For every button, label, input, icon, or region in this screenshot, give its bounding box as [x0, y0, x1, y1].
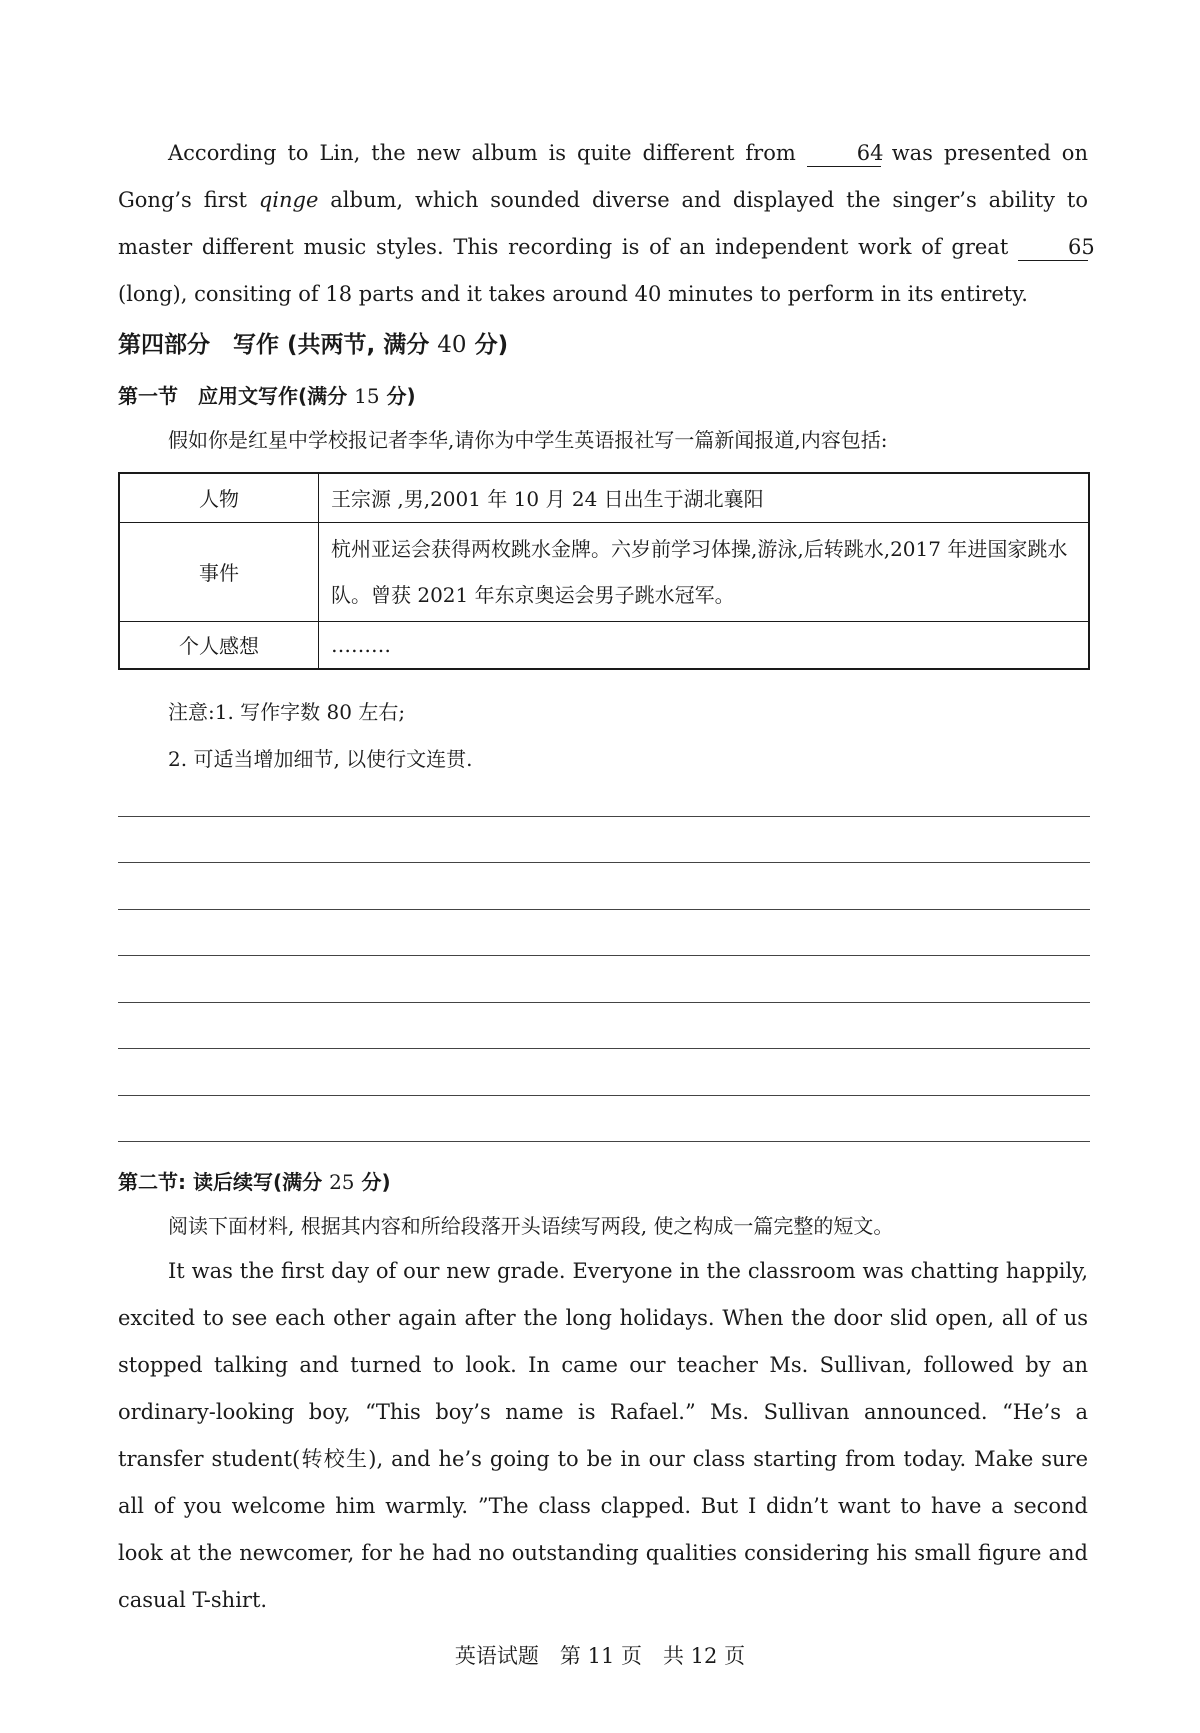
blank-64[interactable]: 64: [807, 140, 881, 167]
part4-heading: 第四部分 写作 (共两节, 满分 40 分): [118, 332, 509, 358]
story-paragraph: It was the first day of our new grade. Everyone in the classroom was chatting happily, excited to see each other again after the long holidays. When the door slid open, all of us stopped talking and turned to look. In came our teacher Ms. Sullivan, followed by an ordinary-looking boy, “This boy’s name is Rafael.” Ms. Sullivan announced. “He’s a transfer student(转校生), and he’s going to be in our class starting from today. Make sure all of you welcome him warmly. ”The class clapped. But I didn’t want to have a second look at the newcomer, for he had no outstanding qualities considering his small figure and casual T-shirt.: [118, 1259, 1088, 1612]
row-content-person: 王宗源 ,男,2001 年 10 月 24 日出生于湖北襄阳: [319, 473, 1090, 522]
row-label-person: 人物: [119, 473, 319, 522]
section1-instruction: 假如你是红星中学校报记者李华,请你为中学生英语报社写一篇新闻报道,内容包括:: [168, 428, 888, 452]
writing-line[interactable]: [118, 816, 1090, 817]
note-2: 2. 可适当增加细节, 以使行文连贯.: [168, 747, 473, 771]
reading-text: album, which sounded diverse and displayed the singer’s ability to master different music styles. This recording is of an independent work of great: [118, 188, 1088, 259]
row-label-event: 事件: [119, 522, 319, 621]
section2-heading: 第二节: 读后续写(满分 25 分): [118, 1170, 391, 1194]
writing-line[interactable]: [118, 955, 1090, 956]
writing-line[interactable]: [118, 1002, 1090, 1003]
table-row: [119, 621, 1089, 669]
note-1: 注意:1. 写作字数 80 左右;: [168, 700, 406, 724]
reading-text: (long), consiting of 18 parts and it takes around 40 minutes to perform in its entirety.: [118, 282, 1028, 306]
table-row: [119, 473, 1089, 522]
reading-paragraph: [118, 130, 1095, 318]
row-content-event: 杭州亚运会获得两枚跳水金牌。六岁前学习体操,游泳,后转跳水,2017 年进国家跳水队。曾获 2021 年东京奥运会男子跳水冠军。: [319, 522, 1090, 621]
italic-word: qinge: [258, 188, 319, 212]
writing-line[interactable]: [118, 1095, 1090, 1096]
table-row: [119, 522, 1089, 621]
row-label-feelings: 个人感想: [119, 621, 319, 669]
writing-line[interactable]: [118, 1048, 1090, 1049]
reading-text: was presented on Gong’s first: [118, 141, 1088, 212]
row-content-feelings: ………: [319, 621, 1090, 669]
info-table: [118, 472, 1090, 670]
page-footer: 英语试题 第 11 页 共 12 页: [454, 1644, 746, 1668]
writing-line[interactable]: [118, 1141, 1090, 1142]
reading-text: According to Lin, the new album is quite different from: [168, 141, 796, 165]
section2-instruction: 阅读下面材料, 根据其内容和所给段落开头语续写两段, 使之构成一篇完整的短文。: [168, 1214, 894, 1238]
writing-line[interactable]: [118, 909, 1090, 910]
writing-line[interactable]: [118, 862, 1090, 863]
section1-heading: 第一节 应用文写作(满分 15 分): [118, 384, 416, 408]
blank-65[interactable]: 65: [1018, 234, 1088, 261]
